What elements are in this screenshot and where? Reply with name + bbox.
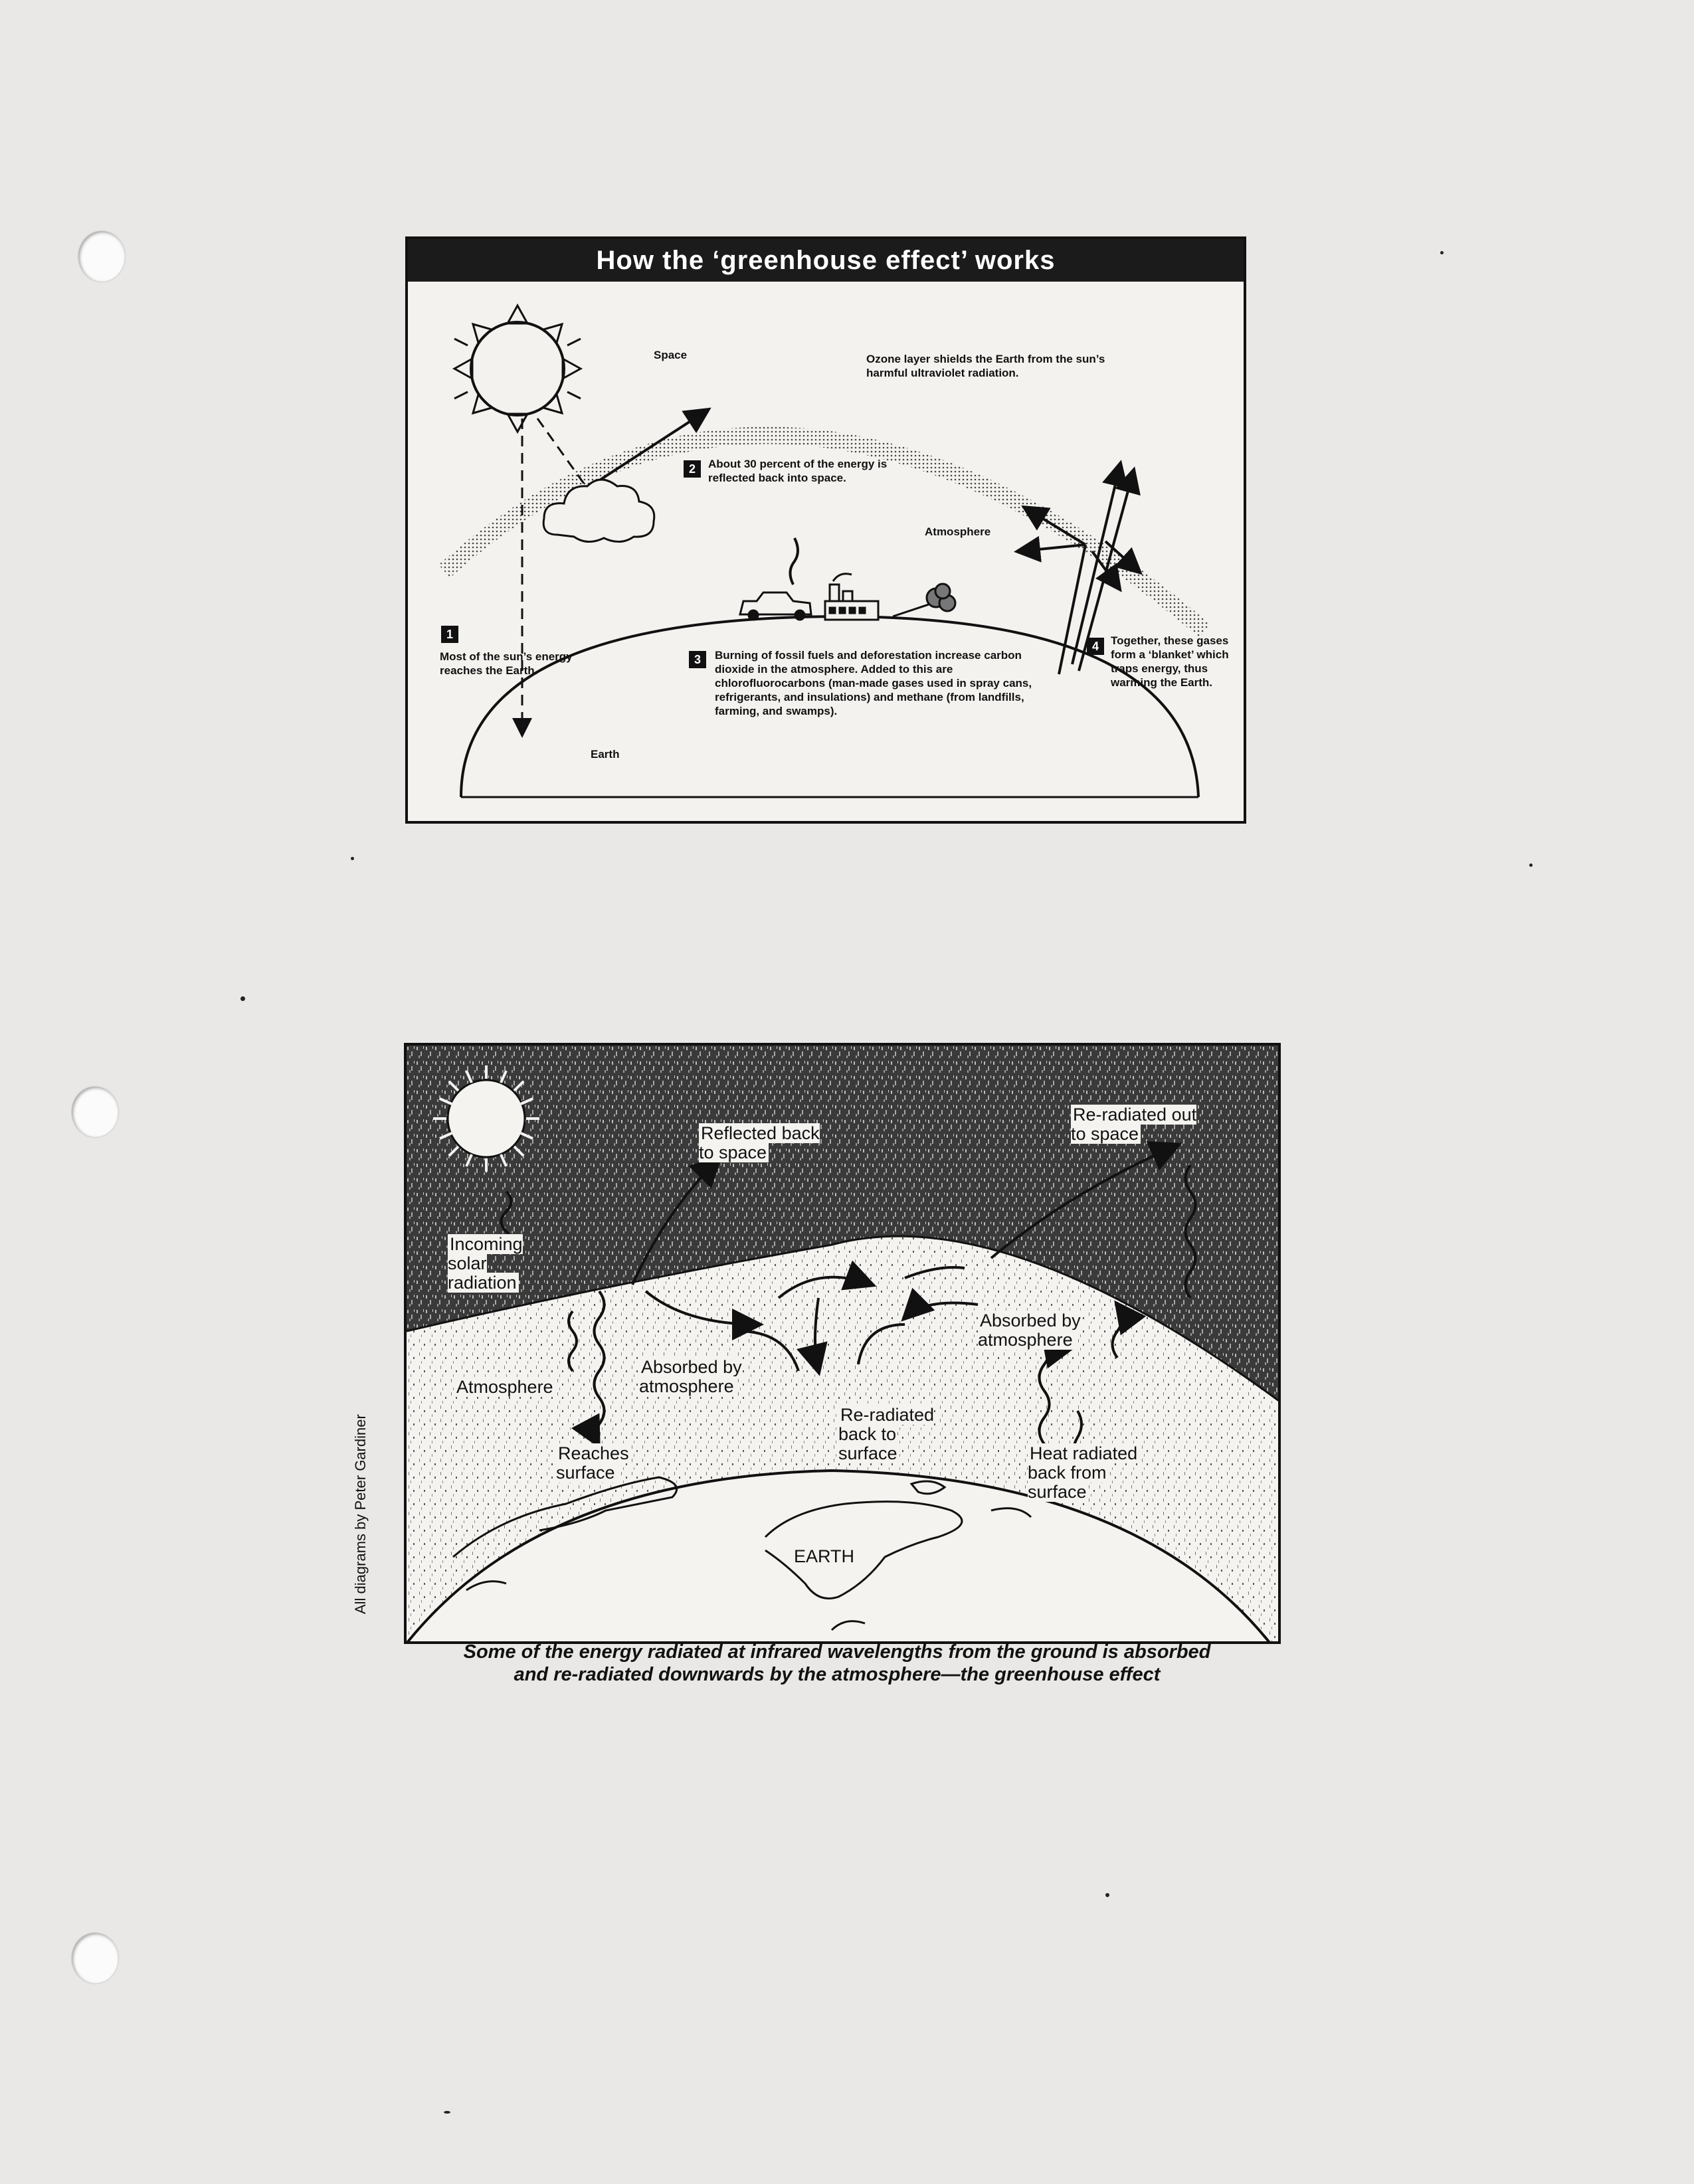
label-space: Space <box>654 349 688 361</box>
label-incoming-solar-radiation: Incoming solar radiation <box>448 1234 523 1293</box>
sunlight-to-cloud-arrow <box>537 418 587 488</box>
step-3-badge: 3 <box>689 651 706 668</box>
label-reaches-surface: Reaches surface <box>556 1443 629 1483</box>
scan-speck <box>444 2111 450 2114</box>
label-absorbed-by-atmosphere-right: Absorbed by atmosphere <box>978 1311 1081 1350</box>
label-ozone: Ozone layer shields the Earth from the sun’s harmful ultraviolet radiation. <box>866 353 1105 379</box>
label-reflected-back-to-space: Reflected back to space <box>699 1123 820 1162</box>
caption-line-1: Some of the energy radiated at infrared wavelengths from the ground is absorbed <box>463 1641 1211 1663</box>
step-3-text: Burning of fossil fuels and deforestation increase carbon dioxide in the atmosphere. Added to this are chlorofluorocarbons (man-made gases used in spray cans, refrigerants, and insulations) and methane (from landfills, farming, and swamps). <box>715 649 1032 717</box>
binder-hole-middle <box>72 1087 118 1137</box>
scan-speck <box>351 857 354 860</box>
step-4-badge: 4 <box>1087 638 1104 655</box>
smoke-icon <box>790 538 798 585</box>
scan-speck <box>240 996 245 1001</box>
sun-icon <box>454 306 581 432</box>
diagram-title: How the ‘greenhouse effect’ works <box>408 239 1244 282</box>
sun-icon <box>433 1065 539 1172</box>
binder-hole-bottom <box>72 1933 118 1983</box>
step-4-text: Together, these gases form a ‘blanket’ which traps energy, thus warming the Earth. <box>1111 634 1229 689</box>
scan-speck <box>1105 1893 1109 1897</box>
label-reradiated-out-to-space: Re-radiated out to space <box>1071 1105 1197 1144</box>
greenhouse-diagram-top <box>405 236 1246 824</box>
label-heat-radiated-back-from-surface: Heat radiated back from surface <box>1028 1443 1138 1502</box>
label-atmosphere: Atmosphere <box>925 525 991 538</box>
label-earth: EARTH <box>792 1547 856 1566</box>
scan-speck <box>1440 251 1444 254</box>
car-icon <box>740 592 811 620</box>
fallen-tree-icon <box>893 584 955 616</box>
caption-line-2: and re-radiated downwards by the atmosphere—the greenhouse effect <box>514 1664 1161 1685</box>
step-2-badge: 2 <box>684 460 701 478</box>
factory-icon <box>825 574 878 620</box>
label-absorbed-by-atmosphere-left: Absorbed by atmosphere <box>639 1357 742 1396</box>
illustration-credit: All diagrams by Peter Gardiner <box>352 1414 369 1614</box>
top-diagram-artwork <box>408 239 1246 824</box>
label-atmosphere: Atmosphere <box>454 1378 555 1397</box>
binder-hole-top <box>78 231 125 282</box>
figure-caption <box>372 1641 1302 1686</box>
step-1-badge: 1 <box>441 626 458 643</box>
scan-speck <box>1529 864 1533 867</box>
greenhouse-diagram-bottom <box>404 1043 1281 1644</box>
label-earth: Earth <box>591 748 620 761</box>
step-1-text: Most of the sun’s energy reaches the Earth. <box>440 650 573 677</box>
step-2-text: About 30 percent of the energy is reflected back into space. <box>708 458 888 484</box>
label-reradiated-back-to-surface: Re-radiated back to surface <box>838 1405 935 1463</box>
